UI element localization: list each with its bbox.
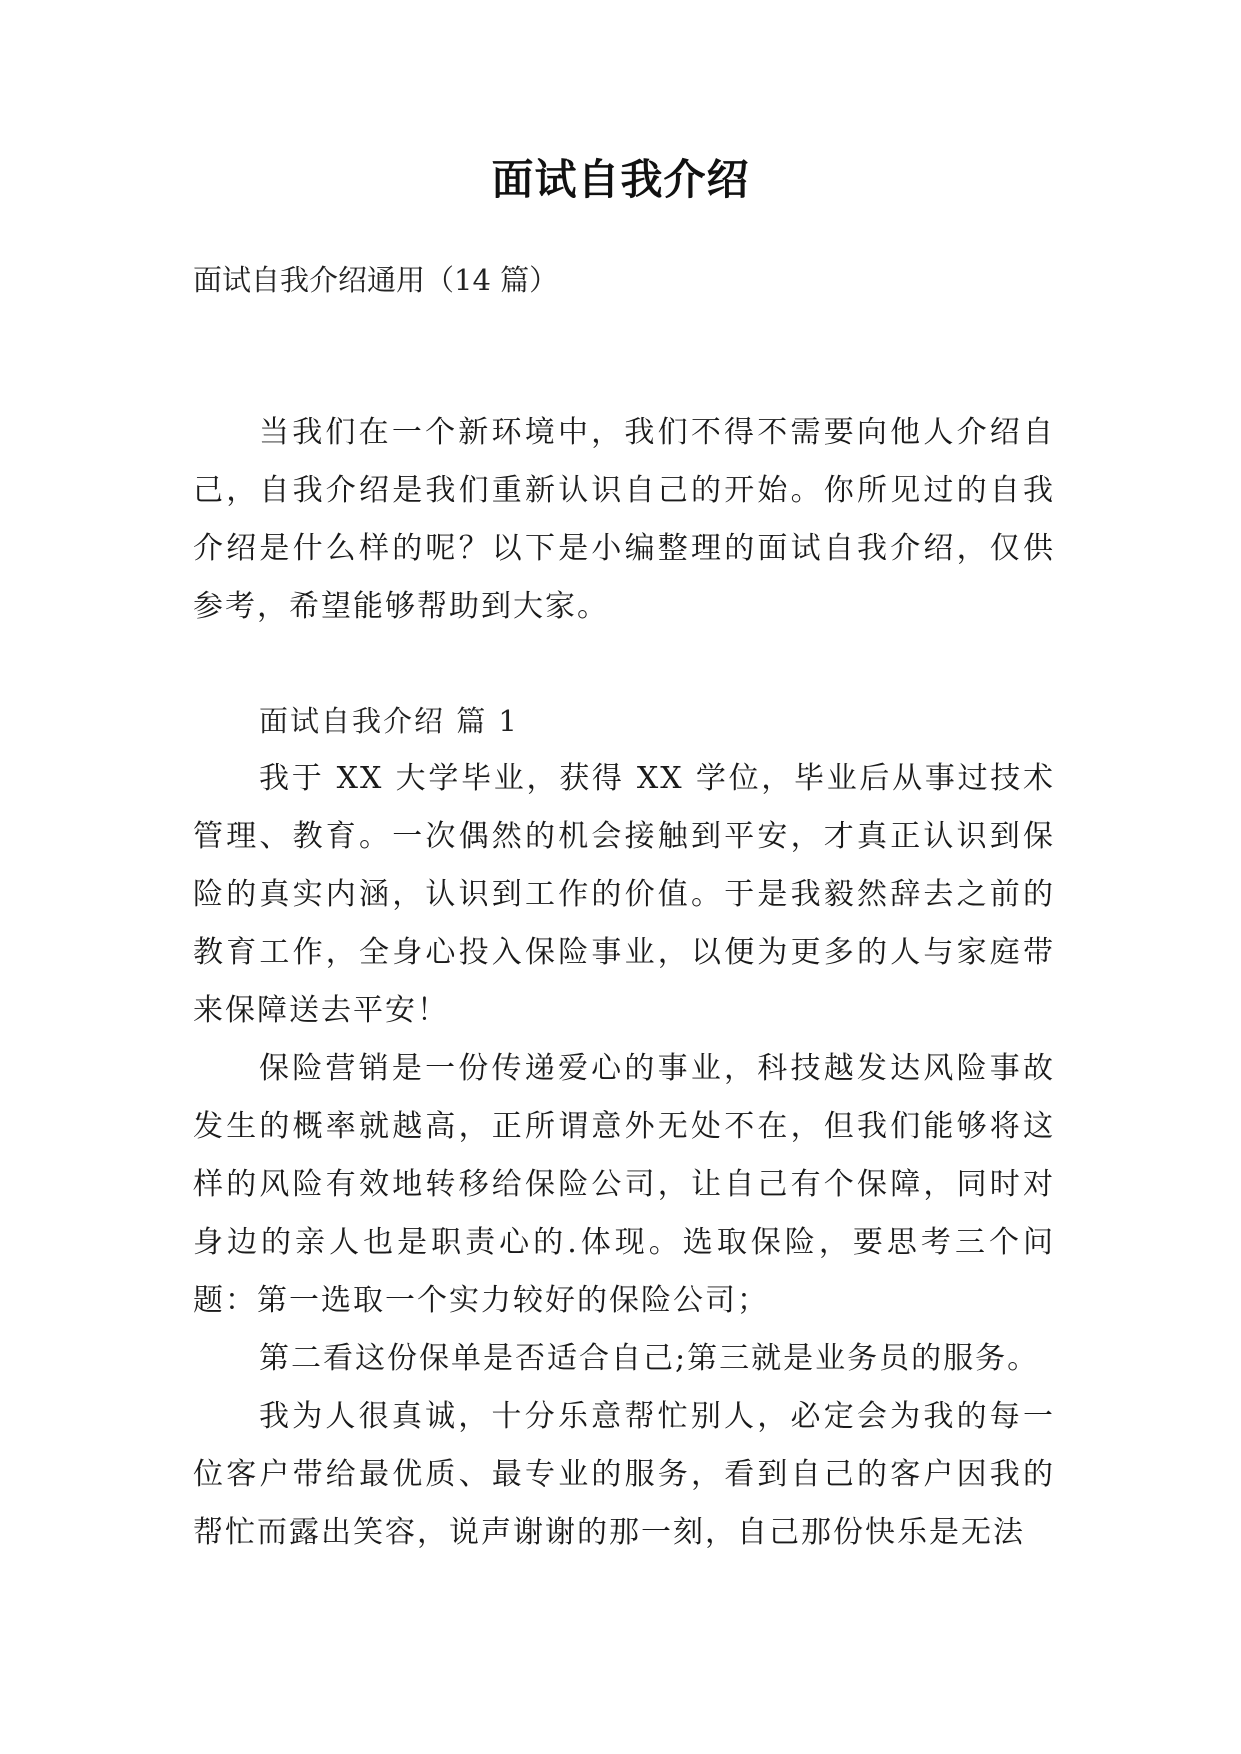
body-paragraph-4: 我为人很真诚，十分乐意帮忙别人，必定会为我的每一位客户带给最优质、最专业的服务，看到自己的客户因我的帮忙而露出笑容，说声谢谢的那一刻，自己那份快乐是无法 xyxy=(193,1399,1055,1550)
body-paragraph-3: 第二看这份保单是否适合自己;第三就是业务员的服务。 xyxy=(259,1341,1040,1376)
section-1 xyxy=(193,692,1055,1562)
body-paragraph-1: 我于 XX 大学毕业，获得 XX 学位，毕业后从事过技术管理、教育。一次偶然的机会接触到平安，才真正认识到保险的真实内涵，认识到工作的价值。于是我毅然辞去之前的教育工作，全身心投入保险事业，以便为更多的人与家庭带来保障送去平安！ xyxy=(193,761,1055,1028)
document-subtitle: 面试自我介绍通用（14 篇） xyxy=(193,263,559,297)
section-heading: 面试自我介绍 篇 1 xyxy=(259,704,519,738)
intro-paragraph: 当我们在一个新环境中，我们不得不需要向他人介绍自己，自我介绍是我们重新认识自己的开始。你所见过的自我介绍是什么样的呢？以下是小编整理的面试自我介绍，仅供参考，希望能够帮助到大家。 xyxy=(193,415,1055,624)
page-title: 面试自我介绍 xyxy=(491,155,750,204)
body-paragraph-2: 保险营销是一份传递爱心的事业，科技越发达风险事故发生的概率就越高，正所谓意外无处不在，但我们能够将这样的风险有效地转移给保险公司，让自己有个保障，同时对身边的亲人也是职责心的.体现。选取保险，要思考三个问题：第一选取一个实力较好的保险公司； xyxy=(193,1051,1055,1318)
intro-block xyxy=(193,404,1055,636)
